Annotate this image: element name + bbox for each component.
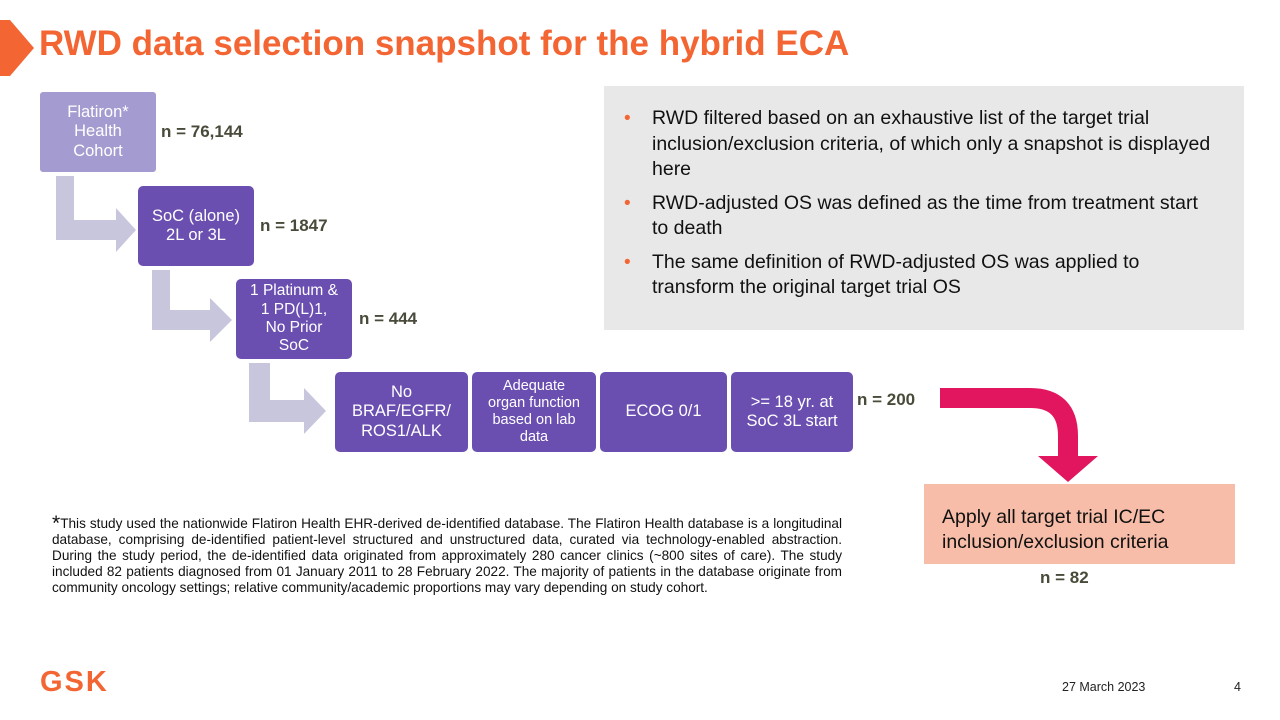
magenta-curved-arrow [940,398,1068,458]
apply-criteria-box [924,484,1235,564]
count-soc-alone: n = 1847 [260,216,328,235]
bullet-icon: • [624,251,631,273]
info-bullet-item [624,106,1214,183]
connector-arrow-2 [152,270,232,342]
info-bullet-list [624,106,1214,309]
bullet-icon: • [624,108,631,129]
age-label: >= 18 yr. at SoC 3L start [746,392,838,430]
info-bullet-item [624,250,1214,301]
info-panel [604,86,1244,330]
flatiron-cohort-label: Flatiron* Health Cohort [67,102,129,160]
info-bullet-item [624,191,1214,242]
count-final: n = 82 [1040,568,1089,587]
no-braf-egfr-label: No BRAF/EGFR/ ROS1/ALK [351,382,451,440]
count-flatiron-cohort: n = 76,144 [161,122,243,141]
count-step4: n = 200 [857,390,916,409]
count-platinum-pdl1: n = 444 [359,309,418,328]
page-title: RWD data selection snapshot for the hybrid ECA [39,24,850,63]
footnote-text: This study used the nationwide Flatiron Health EHR-derived de-identified database. The Flatiron Health database is a longitudinal database, comprising de-identified patient-level structured and unstructured data, curated via technology-enabled abstraction. During the study period, the de-identified data originated from approximately 280 cancer clinics (~800 sites of care). The study included 82 patients diagnosed from 01 January 2011 to 28 February 2022. The majority of patients in the database originate from community oncology settings; relative community/academic proportions may vary depending on study cohort. [52,516,842,595]
footnote-star: * [52,512,61,535]
info-bullet-text: RWD filtered based on an exhaustive list of the target trial inclusion/exclusion criteria, of which only a snapshot is displayed here [652,107,1211,180]
slide-date: 27 March 2023 [1062,680,1146,694]
gsk-logo: GSK [40,666,109,698]
soc-alone-label: SoC (alone) 2L or 3L [151,206,241,244]
info-bullet-text: RWD-adjusted OS was defined as the time from treatment start to death [652,191,1198,239]
soc-alone-box [138,186,254,266]
bullet-icon: • [624,192,631,214]
no-braf-egfr-box [335,372,468,452]
flatiron-cohort-box [40,92,156,172]
connector-arrow-3 [249,363,326,434]
magenta-arrowhead [1038,456,1098,482]
platinum-pdl1-box [236,279,352,359]
age-box [731,372,853,452]
ecog-box [600,372,727,452]
footnote [52,512,842,596]
info-bullet-text: The same definition of RWD-adjusted OS was applied to transform the original target trial OS [652,250,1140,298]
page-number: 4 [1234,680,1241,694]
platinum-pdl1-label: 1 Platinum & 1 PD(L)1, No Prior SoC [250,282,338,355]
organ-function-box [472,372,596,452]
connector-arrow-1 [56,176,136,252]
organ-function-label: Adequate organ function based on lab data [488,377,580,446]
apply-criteria-text: Apply all target trial IC/EC inclusion/exclusion criteria [942,506,1169,553]
ecog-label: ECOG 0/1 [625,402,702,421]
